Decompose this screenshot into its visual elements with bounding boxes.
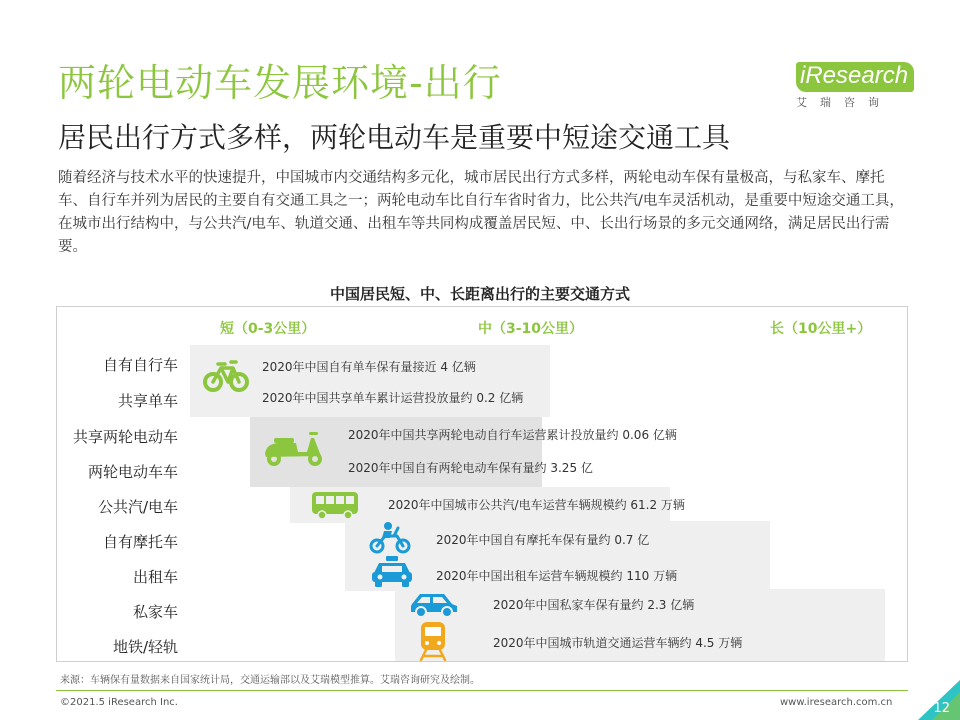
e-scooter-icon (262, 428, 326, 468)
fact-taxi: 2020年中国出租车运营车辆规模约 110 万辆 (436, 569, 678, 583)
row-label-shared-e-bike: 共享两轮电动车 (72, 428, 178, 446)
intro-paragraph: 随着经济与技术水平的快速提升，中国城市内交通结构多元化，城市居民出行方式多样，两轮电动车保有量极高，与私家车、摩托车、自行车并列为居民的主要自有交通工具之一；两轮电动车比自行车省时省力，比公共汽/电车灵活机动，是重要中短途交通工具，在城市出行结构中，与公共汽/电车、轨道交通、出租车等共同构成覆盖居民短、中、长出行场景的多元交通网络，满足居民出行需要。 (58, 170, 904, 255)
fact-shared-bicycle: 2020年中国共享单车累计运营投放量约 0.2 亿辆 (262, 391, 524, 405)
row-label-shared-bicycle: 共享单车 (117, 392, 178, 410)
website-url: www.iresearch.com.cn (780, 697, 893, 708)
row-label-metro: 地铁/轻轨 (112, 638, 178, 656)
fact-bus: 2020年中国城市公共汽/电车运营车辆规模约 61.2 万辆 (388, 498, 685, 512)
column-long: 长（10公里+） (770, 321, 872, 337)
fact-own-bicycle: 2020年中国自有单车保有量接近 4 亿辆 (262, 360, 476, 374)
fact-motorcycle: 2020年中国自有摩托车保有量约 0.7 亿 (436, 533, 650, 547)
copyright: ©2021.5 iResearch Inc. (60, 697, 178, 708)
bicycle-icon (202, 358, 250, 394)
row-label-motorcycle: 自有摩托车 (102, 533, 178, 551)
page-subtitle: 居民出行方式多样，两轮电动车是重要中短途交通工具 (58, 121, 731, 154)
column-short: 短（0-3公里） (220, 321, 316, 337)
logo-chinese: 艾瑞咨询 (796, 96, 892, 109)
page-number: 12 (933, 701, 950, 716)
row-label-bus: 公共汽/电车 (97, 498, 178, 516)
metro-icon (418, 620, 448, 662)
column-medium: 中（3-10公里） (478, 321, 584, 337)
row-label-own-bicycle: 自有自行车 (102, 356, 178, 374)
page-title: 两轮电动车发展环境-出行 (58, 61, 502, 105)
motorcycle-icon (368, 520, 412, 554)
footer-divider (56, 690, 908, 691)
fact-e-bike: 2020年中国自有两轮电动车保有量约 3.25 亿 (348, 461, 593, 475)
row-label-taxi: 出租车 (132, 568, 178, 586)
iresearch-logo (796, 62, 916, 112)
fact-metro: 2020年中国城市轨道交通运营车辆约 4.5 万辆 (493, 636, 743, 650)
row-label-private-car: 私家车 (132, 603, 178, 621)
bus-icon (310, 490, 360, 520)
figure-title: 中国居民短、中、长距离出行的主要交通方式 (329, 285, 630, 303)
taxi-icon (370, 555, 414, 589)
source-note: 来源：车辆保有量数据来自国家统计局，交通运输部以及艾瑞模型推算。艾瑞咨询研究及绘制。 (60, 675, 480, 686)
car-icon (408, 590, 460, 618)
row-label-e-bike: 两轮电动车车 (87, 463, 178, 481)
fact-shared-e-bike: 2020年中国共享两轮电动自行车运营累计投放量约 0.06 亿辆 (348, 428, 677, 442)
logo-wordmark: iResearch (796, 62, 914, 92)
fact-private-car: 2020年中国私家车保有量约 2.3 亿辆 (493, 598, 695, 612)
